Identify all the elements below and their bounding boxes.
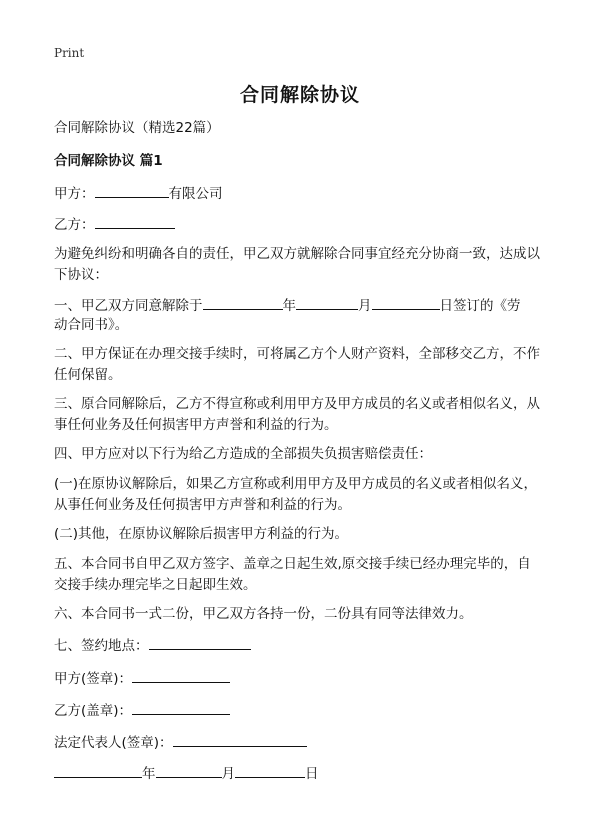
clause-5-line-1: 五、本合同书自甲乙双方签字、盖章之日起生效,原交接手续已经办理完毕的，自 xyxy=(54,556,531,572)
signing-place-blank xyxy=(149,634,251,650)
party-a-blank xyxy=(95,182,169,198)
clause-4: 四、甲方应对以下行为给乙方造成的全部损失负损害赔偿责任： xyxy=(54,446,432,462)
clause-1-day-label: 日签订的《劳 xyxy=(439,298,521,314)
clause-2-line-2: 任何保留。 xyxy=(54,367,122,383)
print-link[interactable]: Print xyxy=(54,46,85,60)
sign-b-blank xyxy=(132,699,230,715)
intro-line-1: 为避免纠纷和明确各自的责任，甲乙双方就解除合同事宜经充分协商一致，达成以 xyxy=(54,246,540,262)
date-day-label: 日 xyxy=(305,766,319,782)
date-month-blank xyxy=(156,762,222,778)
sign-rep-line xyxy=(54,731,550,754)
clause-7-line xyxy=(54,634,550,657)
party-a-suffix: 有限公司 xyxy=(168,186,223,202)
section-heading: 合同解除协议 篇1 xyxy=(54,153,163,169)
clause-1-year-label: 年 xyxy=(282,298,296,314)
intro-line-2: 下协议： xyxy=(54,267,108,283)
clause-2-line-1: 二、甲方保证在办理交接手续时，可将属乙方个人财产资料，全部移交乙方，不作 xyxy=(54,346,540,362)
document-subtitle: 合同解除协议（精选22篇） xyxy=(54,120,220,136)
clause-1-month-blank xyxy=(296,294,358,310)
sign-b-label: 乙方(盖章)： xyxy=(54,703,133,719)
clause-1-year-blank xyxy=(203,294,283,310)
date-month-label: 月 xyxy=(221,766,235,782)
party-a-line xyxy=(54,182,550,205)
clause-5-line-2: 交接手续办理完毕之日起即生效。 xyxy=(54,577,257,593)
date-year-label: 年 xyxy=(142,766,156,782)
document-title: 合同解除协议 xyxy=(239,84,360,106)
clause-3-line-1: 三、原合同解除后，乙方不得宣称或利用甲方及甲方成员的名义或者相似名义，从 xyxy=(54,396,540,412)
date-line xyxy=(54,762,550,785)
sign-a-label: 甲方(签章)： xyxy=(54,671,133,687)
party-a-label: 甲方： xyxy=(54,186,95,202)
sign-a-blank xyxy=(132,667,230,683)
clause-1-text: 一、甲乙双方同意解除于 xyxy=(54,298,203,314)
sign-rep-label: 法定代表人(签章)： xyxy=(54,735,173,751)
clause-1-day-blank xyxy=(372,294,440,310)
party-b-label: 乙方： xyxy=(54,217,95,233)
clause-4-1-line-1: (一)在原协议解除后，如果乙方宣称或利用甲方及甲方成员的名义或者相似名义， xyxy=(54,476,538,492)
sign-a-line xyxy=(54,667,550,690)
clause-4-1-line-2: 从事任何业务及任何损害甲方声誉和利益的行为。 xyxy=(54,497,351,513)
date-day-blank xyxy=(235,762,305,778)
date-year-blank xyxy=(54,762,142,778)
sign-b-line xyxy=(54,699,550,722)
party-b-blank xyxy=(95,213,175,229)
clause-6: 六、本合同书一式二份，甲乙双方各持一份，二份具有同等法律效力。 xyxy=(54,606,473,622)
clause-4-2: (二)其他，在原协议解除后损害甲方利益的行为。 xyxy=(54,526,349,542)
clause-3-line-2: 事任何业务及任何损害甲方声誉和利益的行为。 xyxy=(54,417,338,433)
clause-7-label: 七、签约地点： xyxy=(54,638,149,654)
clause-1-month-label: 月 xyxy=(358,298,372,314)
clause-1-line-2: 动合同书》。 xyxy=(54,317,129,333)
sign-rep-blank xyxy=(173,731,307,747)
clause-1-line-1 xyxy=(54,294,550,317)
party-b-line xyxy=(54,213,550,236)
